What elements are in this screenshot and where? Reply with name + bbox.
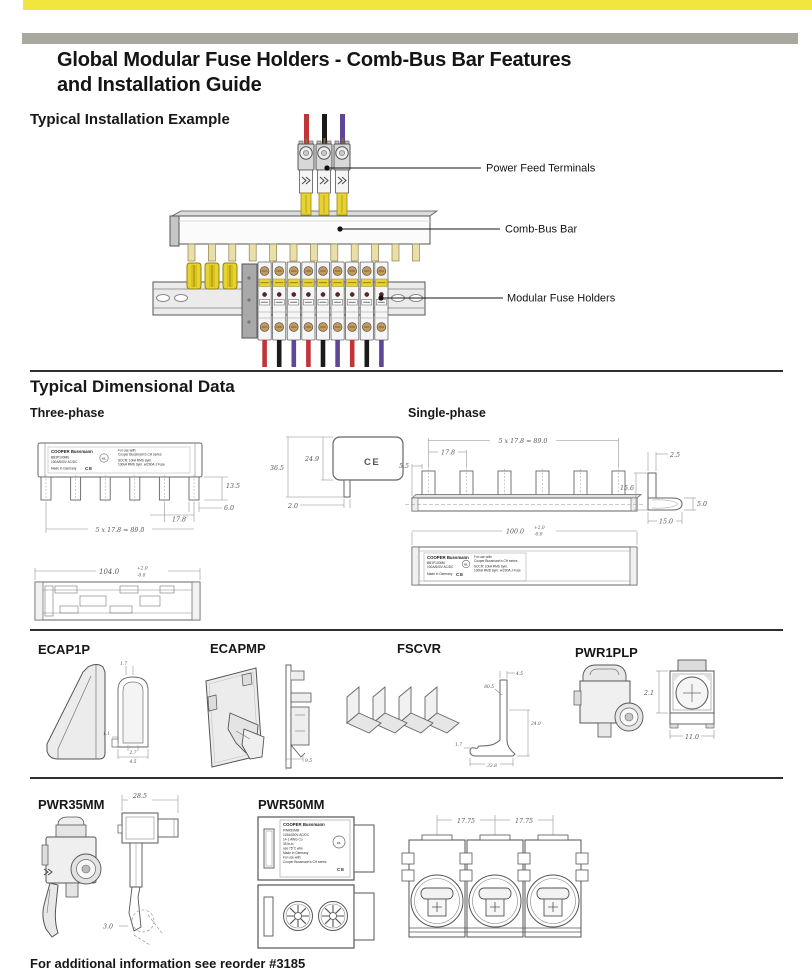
fuse-holder-array [242,262,388,340]
pwr35mm-drawing [42,793,178,945]
title-divider-bar [22,33,798,44]
three-phase-front-view [38,443,240,534]
tp-dim-body-height: 24.9 [304,456,319,463]
power-feed-terminals [298,114,350,215]
pwr1plp-drawing [574,660,714,741]
single-phase-heading: Single-phase [408,406,486,420]
pwr50mm-nameplate-use2: Cooper Bussmann's CH series [283,860,327,864]
pwr35mm-dim-tip: 3.0 [103,923,114,931]
installation-heading: Typical Installation Example [30,111,230,128]
sp-nameplate-origin: Made in Germany [427,572,453,576]
three-phase-side-view [270,437,403,510]
tp-dim-tol-minus: -0.0 [137,573,146,579]
tp-nameplate-part: BB3P100M6 [51,455,69,460]
tp-dim-tol-plus: +2.0 [137,566,148,572]
pwr50mm-nameplate-brand: COOPER Bussmann [283,822,325,827]
pwr50mm-ul-mark-icon: UL [336,840,342,845]
tp-ul-mark-icon: UL [101,456,107,461]
sp-dim-tooth-width: 2.5 [670,452,681,459]
comb-teeth [188,244,419,261]
page-title [57,48,737,98]
pwr50mm-nameplate-use1: For use with: [283,855,302,860]
ecap1p-dim-top: 1.7 [120,662,127,667]
product-name-pwr35mm: PWR35MM [38,797,105,812]
sp-ce-mark-icon: CE [456,573,464,578]
sp-dim-length: 100.0 [506,528,525,536]
section-divider-1 [30,370,783,372]
sp-nameplate-use2: Cooper Bussmann's CH series [474,559,518,563]
fscvr-dim-foot: 1.7 [455,743,462,748]
pwr1plp-dim-width: 11.0 [684,734,700,741]
tp-nameplate-origin: Made in Germany [51,466,77,471]
pwr50mm-drawing [258,817,374,948]
tp-dim-overall-height: 36.5 [269,465,284,472]
page-title-line2: and Installation Guide [57,74,262,96]
page-title-line1: Global Modular Fuse Holders - Comb-Bus Bar Features [57,49,572,71]
callout-power-feed [324,163,595,175]
ecap1p-dim-base: 4.5 [129,760,137,765]
installation-illustration [0,108,812,376]
product-name-ecapmp: ECAPMP [210,641,266,656]
top-accent-bar [23,0,812,10]
accessories-row2-drawings [0,785,812,957]
sp-dim-depth: 15.0 [658,518,674,526]
pwr50mm-nameplate-temp: use 75°C wire [283,846,303,851]
fscvr-dim-angle: 80.5 [484,685,494,690]
fscvr-drawing [347,671,541,769]
ecapmp-drawing [206,665,312,770]
product-name-pwr50mm: PWR50MM [258,797,325,812]
ecapmp-dim-depth: 9.5 [305,759,312,764]
sp-dim-height: 15.6 [619,485,634,492]
tp-nameplate-use2: Cooper Bussmann's CH series [118,452,162,457]
tp-nameplate-sccr2: 100kA RMS Sym. w/200A J Fuse [118,462,165,467]
single-phase-bottom-view [412,526,637,585]
pwr50mm-nameplate-wire: 14-1 AWG Cu [283,837,303,842]
ecap1p-drawing [47,662,148,765]
sp-nameplate-sccr1: SCCR: 10kA RMS Sym. [474,564,509,569]
sp-nameplate-sccr2: 100kA RMS Sym. w/200A J Fuse [474,568,521,573]
accessories-row1-drawings [0,635,812,777]
ecap1p-dim-wall: 1.1 [103,732,110,737]
pwr50mm-screw-left [284,902,313,931]
section-divider-2 [30,629,783,631]
three-phase-bottom-view [35,567,200,621]
sp-nameplate-part: BB1P100M6 [427,561,445,565]
fscvr-dim-height: 24.0 [531,722,541,727]
callout-comb-bus-label: Comb-Bus Bar [505,223,578,236]
sp-dim-tol-minus: -0.0 [534,532,543,538]
sp-dim-base: 5.0 [697,501,708,508]
pwr50mm-dim-pitch-left: 17.75 [456,818,476,825]
ecap1p-dim-inner: 2.7 [129,751,137,756]
pwr50mm-ce-mark-icon: CE [337,868,345,873]
tp-nameplate-brand: COOPER Bussmann [51,449,93,454]
load-wires [262,340,383,367]
pwr50mm-nameplate-torque: 35 lb-in [283,842,294,846]
dimensional-heading: Typical Dimensional Data [30,377,235,396]
tp-dim-tooth-width: 6.0 [224,505,235,512]
fscvr-dim-top: 4.5 [516,672,523,677]
sp-dim-offset: 5.5 [398,463,409,470]
single-phase-front-view [399,438,644,511]
section-divider-3 [30,777,783,779]
comb-bus-bar-drawing [170,211,437,261]
tp-side-ce-mark-icon: CE [364,457,381,468]
pwr50mm-nameplate-origin: Made in Germany [283,851,309,855]
pwr50mm-screw-right [319,902,348,931]
fscvr-dim-base: 33.8 [487,764,497,769]
pwr50mm-front-view [402,815,588,937]
sp-dim-tol-plus: +2.0 [534,526,545,531]
rail-clips [187,263,237,289]
sp-ul-mark-icon: UL [463,562,469,567]
tp-dim-tooth-height: 13.5 [226,483,241,490]
pwr50mm-dim-pitch-right: 17.75 [514,818,534,825]
pwr50mm-nameplate-part: PWR50MM [283,828,300,833]
product-name-ecap1p: ECAP1P [38,642,91,657]
footer-note: For additional information see reorder #3185 [30,956,306,971]
callout-power-feed-label: Power Feed Terminals [486,162,596,175]
tp-nameplate-use1: For use with: [118,448,137,453]
tp-dim-side-tooth: 2.0 [287,503,298,510]
three-phase-heading: Three-phase [30,406,105,420]
tp-nameplate-rating: 100A/600V AC/DC [51,460,78,464]
tp-dim-overall: 5 x 17.8 = 89.0 [95,527,145,534]
callout-fuse-holders-label: Modular Fuse Holders [507,292,616,305]
dimensional-drawings [0,420,812,632]
single-phase-side-view [620,452,707,526]
pwr1plp-dim-height: 2.1 [643,690,654,697]
tp-ce-mark-icon: CE [85,467,93,472]
sp-dim-pitch: 17.8 [440,449,456,457]
sp-dim-overall: 5 x 17.8 = 89.0 [498,438,548,445]
pwr35mm-dim-width: 28.5 [132,793,148,800]
tp-dim-length: 104.0 [99,568,120,576]
sp-nameplate-brand: COOPER Bussmann [427,555,469,560]
sp-nameplate-rating: 100A/600V AC/DC [427,565,454,569]
sp-nameplate-use1: For use with: [474,555,493,559]
product-name-fscvr: FSCVR [397,641,442,656]
tp-dim-pitch: 17.8 [171,516,187,524]
product-name-pwr1plp: PWR1PLP [575,645,638,660]
tp-nameplate-sccr1: SCCR: 10kA RMS Sym. [118,458,153,463]
pwr50mm-nameplate-rating: 115A/600V AC/DC [283,833,310,837]
